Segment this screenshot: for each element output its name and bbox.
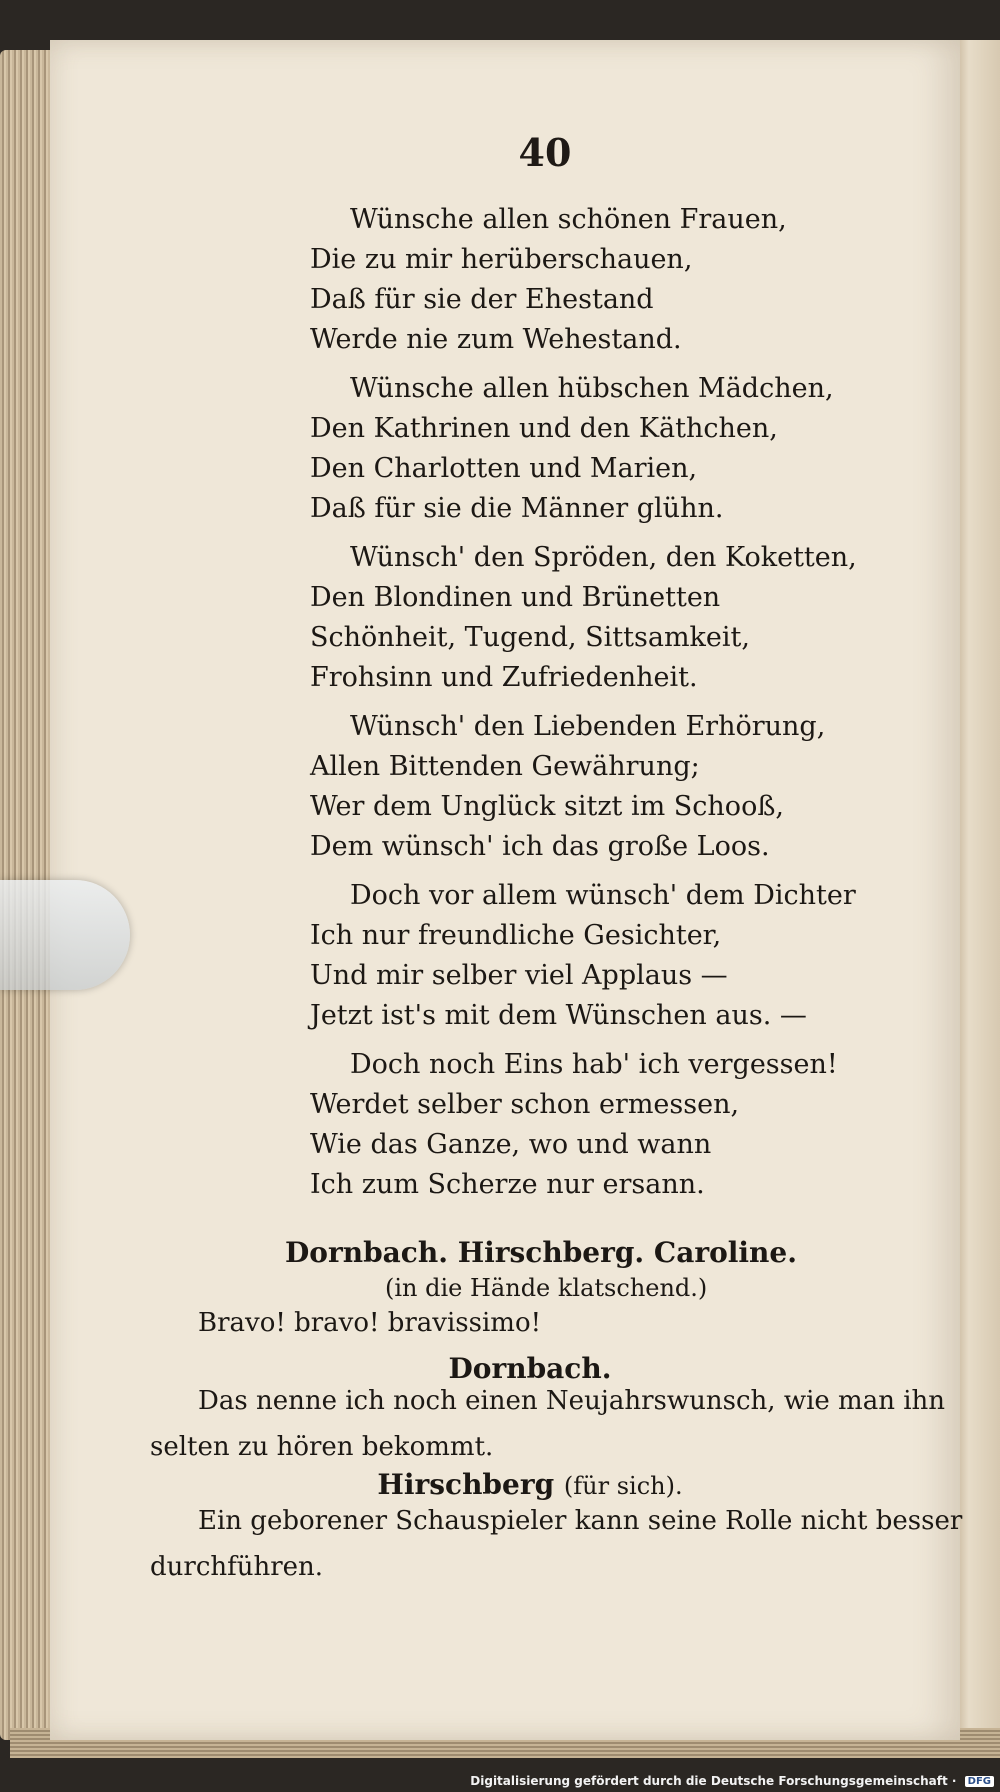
speaker-name: Dornbach. [448,1352,612,1385]
poem-line: Werdet selber schon ermessen, [310,1089,740,1120]
poem-line: Wünsche allen hübschen Mädchen, [350,373,834,404]
poem-line: Den Charlotten und Marien, [310,453,698,484]
speech-line: Das nenne ich noch einen Neujahrswunsch, wie man ihn [198,1386,946,1416]
page-number: 40 [518,130,572,175]
speech-bravo [150,1300,920,1346]
stanza [310,876,910,1036]
stanza [310,538,910,698]
speaker-hirschberg [0,1468,1000,1501]
speech-line: durchführen. [150,1552,324,1582]
poem-line: Die zu mir herüberschauen, [310,244,693,275]
speaker-name: Hirschberg [377,1468,555,1501]
stage-direction: (für sich). [563,1472,683,1500]
poem-line: Schönheit, Tugend, Sittsamkeit, [310,622,750,653]
stanza [310,200,910,360]
poem-line: Doch vor allem wünsch' dem Dichter [350,880,856,911]
poem-line: Jetzt ist's mit dem Wünschen aus. — [310,1000,807,1031]
poem-line: Frohsinn und Zufriedenheit. [310,662,698,693]
poem [310,200,910,1214]
speakers-heading: Dornbach. Hirschberg. Caroline. [285,1236,797,1269]
stanza [310,369,910,529]
stanza [310,1045,910,1205]
speech-hirschberg [150,1498,963,1590]
poem-line: Wünsche allen schönen Frauen, [350,204,787,235]
poem-line: Den Blondinen und Brünetten [310,582,721,613]
page-clip [0,880,130,990]
speech-dornbach [150,1378,946,1470]
poem-line: Doch noch Eins hab' ich vergessen! [350,1049,838,1080]
poem-line: Allen Bittenden Gewährung; [310,751,700,782]
poem-line: Wünsch' den Spröden, den Koketten, [350,542,857,573]
credit-text: Digitalisierung gefördert durch die Deutsche Forschungsgemeinschaft · [470,1774,957,1788]
poem-line: Und mir selber viel Applaus — [310,960,728,991]
poem-line: Dem wünsch' ich das große Loos. [310,831,770,862]
poem-line: Daß für sie die Männer glühn. [310,493,724,524]
poem-line: Wie das Ganze, wo und wann [310,1129,712,1160]
poem-line: Daß für sie der Ehestand [310,284,654,315]
poem-line: Den Kathrinen und den Käthchen, [310,413,778,444]
speech-line: selten zu hören bekommt. [150,1432,494,1462]
stage-direction: (in die Hände klatschend.) [385,1274,708,1302]
speech-line: Ein geborener Schauspieler kann seine Rolle nicht besser [198,1506,963,1536]
poem-line: Werde nie zum Wehestand. [310,324,682,355]
poem-line: Ich zum Scherze nur ersann. [310,1169,705,1200]
poem-line: Ich nur freundliche Gesichter, [310,920,722,951]
poem-line: Wer dem Unglück sitzt im Schooß, [310,791,784,822]
dfg-logo: DFG [965,1776,994,1787]
stanza [310,707,910,867]
poem-line: Wünsch' den Liebenden Erhörung, [350,711,826,742]
speech-line: Bravo! bravo! bravissimo! [198,1308,542,1338]
digitization-credit [470,1774,994,1788]
